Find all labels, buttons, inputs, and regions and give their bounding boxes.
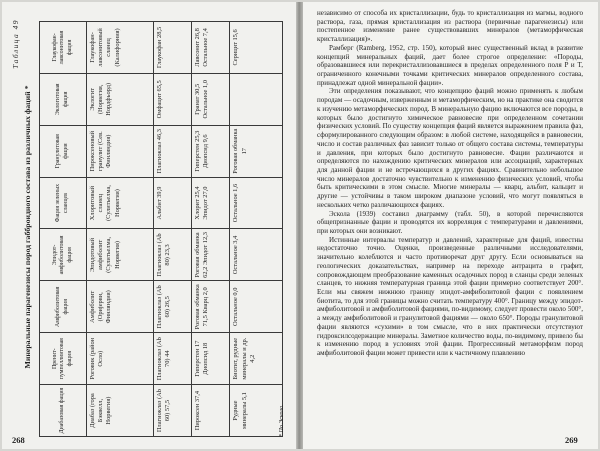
header-cell: Эклогитовая фация xyxy=(40,73,87,125)
table-cell: Плагиоклаз (Ab 60) 57,5 xyxy=(154,385,192,437)
table-cell: Роговая обманка 17 xyxy=(230,125,283,177)
book-spread xyxy=(2,2,598,449)
table-cell: Плагиоклаз (Ab 80) 23,3 xyxy=(154,229,192,281)
table-row xyxy=(192,22,230,437)
header-cell: Эпидот-амфиболитовая фация xyxy=(40,229,87,281)
table-cell: Остальное 0,0 xyxy=(230,281,283,333)
table-caption: Минеральные парагенезисы пород габброидного состава из различных фаций * xyxy=(23,85,32,369)
paragraph: независимо от способа их кристаллизации, будь то кристаллизация из магмы, водного раствора, газа, прямая кристаллизация из раствора (первичные парагенезисы) или постепенное изменение ранее существовавших минералов (метаморфическая кристаллизация)». xyxy=(317,9,583,44)
table-label: Таблица 49 xyxy=(11,19,20,69)
table-cell: Роговая обманка 62,2 Эпидот 12,3 xyxy=(192,229,230,281)
table-cell: Лавсонит 26,8 Остальное 7,4 xyxy=(192,22,230,74)
table-cell: Остальное 1,6 xyxy=(230,177,283,229)
table-cell: Диабаз (гора Бэквелл, Норвегия) xyxy=(87,385,154,437)
table-row xyxy=(87,22,154,437)
header-cell: Пренит-пумпеллиитовая фация xyxy=(40,333,87,385)
table-cell xyxy=(230,73,283,125)
table-cell: Хлоритовый сланец (Сулитьелма, Норвегия) xyxy=(87,177,154,229)
table-cell: Роговик (район Осло) xyxy=(87,333,154,385)
page-number-right: 269 xyxy=(565,435,578,445)
body-text xyxy=(317,9,583,358)
right-page xyxy=(303,2,598,449)
table-cell: Эпидотовый амфиболит (Сулитьелма, Норвегия) xyxy=(87,229,154,281)
table-cell: Биотит, рудные минералы и др. 4,2 xyxy=(230,333,283,385)
table-header-row xyxy=(40,22,87,437)
header-cell: Гранулитовая фация xyxy=(40,125,87,177)
table-cell: Альбит 39,9 xyxy=(154,177,192,229)
facies-table xyxy=(39,21,283,437)
table-cell: Пироксен 37,4 xyxy=(192,385,230,437)
rotated-table-block xyxy=(9,17,287,437)
paragraph: Эскола (1939) составил диаграмму (табл. 50), в которой перечисляются общепризнанные фации и проводятся их корреляция с температурами и давлениями, при которых они возникают. xyxy=(317,209,583,235)
book-gutter xyxy=(296,2,303,449)
table-cell: Рудные минералы 5,1 xyxy=(230,385,283,437)
table-cell: Омфацит 65,5 xyxy=(154,73,192,125)
table-cell: Гиперстен 25,3 Диопсид 9,6 xyxy=(192,125,230,177)
header-cell: Фация зеленых сланцев xyxy=(40,177,87,229)
table-cell: Гиперстен 17 Диопсид 18 xyxy=(192,333,230,385)
paragraph: Рамберг (Ramberg, 1952, стр. 150), который внес существенный вклад в развитие концепций минеральных фаций, дает более строгое определение: «Породы, образовавшиеся или перекристаллизовавшиеся в пределах определенного поля P и T, ограниченного конечными точками критических минералов определенного состава, принадлежат одной минеральной фации». xyxy=(317,43,583,87)
table-row xyxy=(230,22,283,437)
left-page xyxy=(2,2,296,449)
header-cell: Амфиболитовая фация xyxy=(40,281,87,333)
table-cell: Хлорит 25,4 Эпидот 27,0 xyxy=(192,177,230,229)
page-number-left: 268 xyxy=(12,435,25,445)
paragraph: Истинные интервалы температур и давлений, характерные для фаций, известны недостаточно точно. Оценки, произведенные различными исследователями, значительно колеблются и часто противоречат друг другу. Если основываться на геологических доказательствах, например на переходе антрацита в графит, сопровождающем преобразование каменных осадочных пород в сланцы среди зеленых сланцев, то нижняя температурная граница этой фации примерно соответствует 200°. Если мы свяжем нижнюю границу эпидот-амфиболитовой фации с появлением биотита, то для этой границы можно считать температуру 400°. Границу между эпидот-амфиболитовой и амфиболитовой фациями, по-видимому, следует провести около 500°, а между амфиболитовой и гранулитовой фациями — около 650°. Породы гранулитовой фации являются «сухими» в том смысле, что в них практически отсутствуют гидроксилсодержащие минералы. Заметное количество воды, по-видимому, привело бы к изменению пород в условиях этой фации. Прогрессивный метаморфизм пород амфиболитовой фации может привести или к частичному плавлению xyxy=(317,235,583,358)
table-cell: Плагиоклаз (Ab 60) 26,5 xyxy=(154,281,192,333)
table-cell: Глаукофан 28,5 xyxy=(154,22,192,74)
table-cell: Плагиоклаз 46,3 xyxy=(154,125,192,177)
header-cell: Глаукофан-лавсонитовая фация xyxy=(40,22,87,74)
table-cell: Плагиоклаз (Ab 70) 44 xyxy=(154,333,192,385)
table-footnote: * По Эскола. xyxy=(279,404,286,437)
table-cell: Серицит 15,6 xyxy=(230,22,283,74)
table-cell: Глаукофан-лавсонитовый сланец (Калифорния) xyxy=(87,22,154,74)
table-cell: Роговая обманка 71,5 Кварц 2,0 xyxy=(192,281,230,333)
table-cell: Пироксеновый гранулит (Сев. Финляндия) xyxy=(87,125,154,177)
table-cell: Амфиболит (Оријерви, Финляндия) xyxy=(87,281,154,333)
table-cell: Эклогит (Норвегия, Нордфьорд) xyxy=(87,73,154,125)
table-cell: Остальное 3,4 xyxy=(230,229,283,281)
table-cell: Гранат 30,5 Остальное 1,0 xyxy=(192,73,230,125)
paragraph: Эти определения показывают, что концепцию фаций можно применять к любым породам — осадочным, изверженным и метаморфическим, но на практике она сводится к изучению метаморфических пород. В минеральную фацию включаются все породы, в которых было достигнуто химическое равновесие при определенном сочетании физических условий. По существу концепция фаций является выражением правила фаз, сформулированного следующим образом: в любой системе, находящейся в равновесии, число и состав различных фаз зависит только от общего состава системы, температуры и давления, при которых было достигнуто равновесие. Фации различаются и определяются по нахождению критических минералов или ассоциаций, характерных для данной фации и не встречающихся в других фациях. Сравнительно небольшое число минералов достаточно чувствительно к изменению физических условий, чтобы быть критическими в этом смысле. Многие минералы — кварц, альбит, кальцит и другие — устойчивы в таком широком диапазоне условий, что могут появляться в нескольких четко различающихся фациях. xyxy=(317,87,583,209)
table-row xyxy=(154,22,192,437)
header-cell: Диабазовая фация xyxy=(40,385,87,437)
